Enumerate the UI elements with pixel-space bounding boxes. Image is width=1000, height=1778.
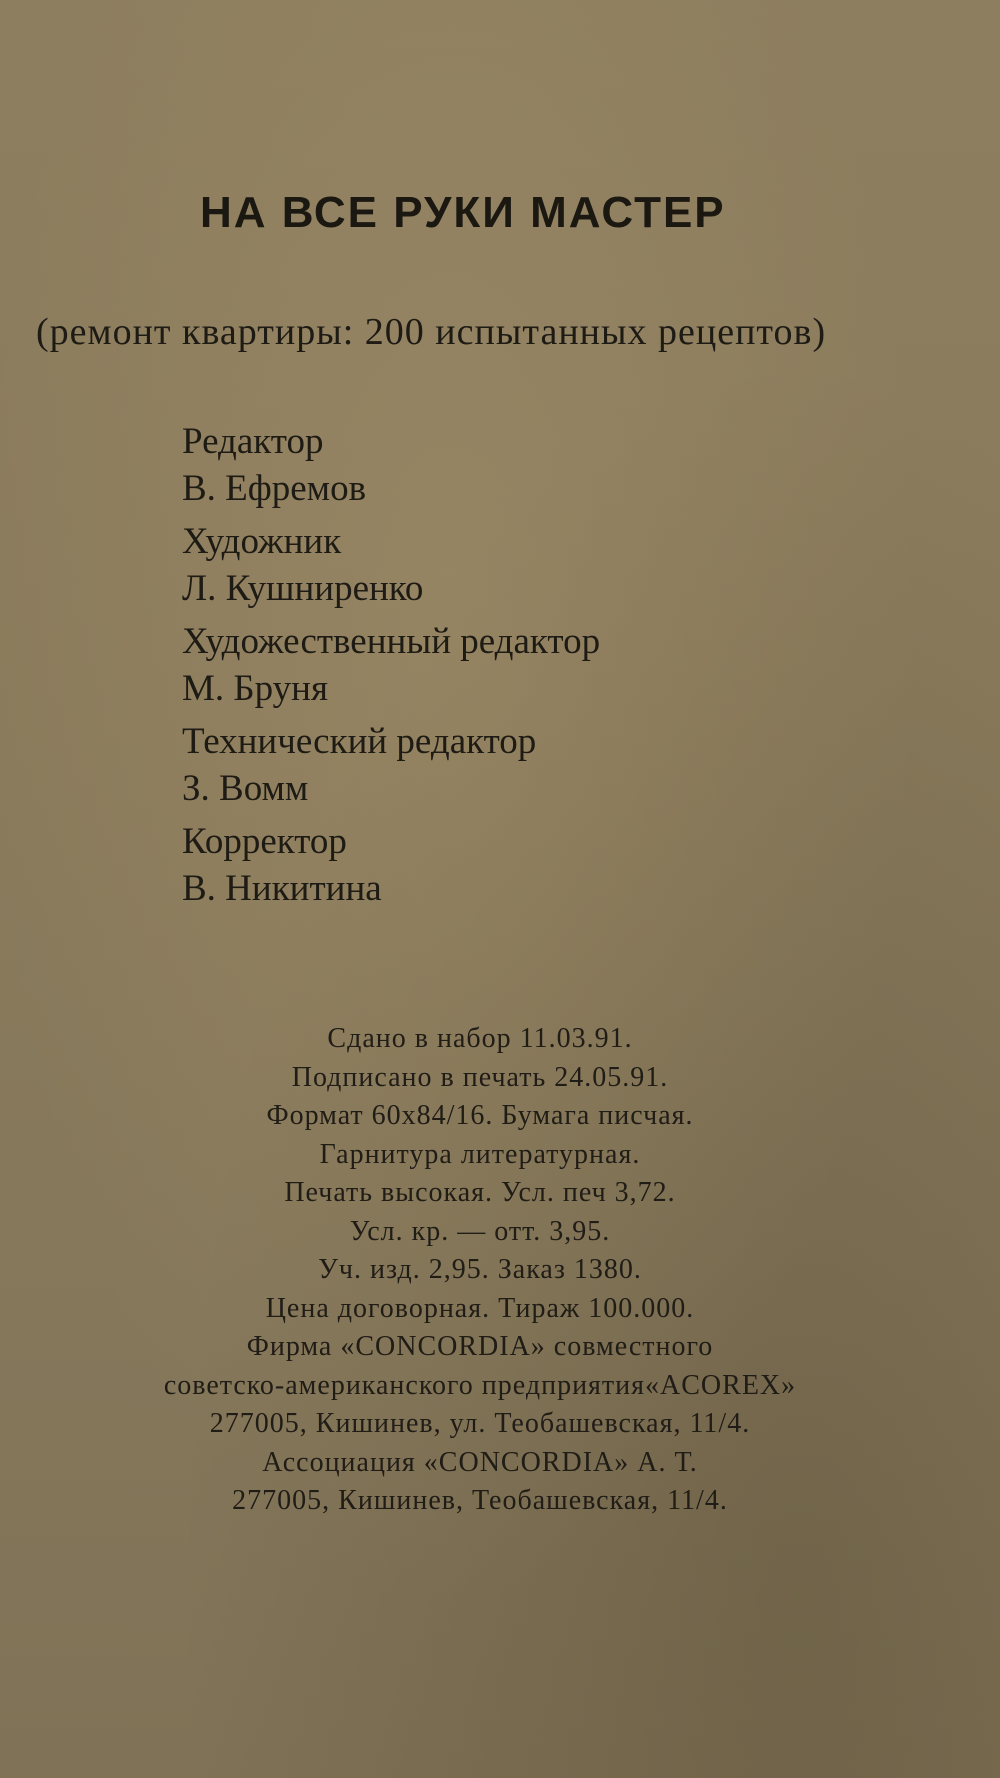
credit-role: Художественный редактор [182, 621, 601, 662]
imprint-line: Гарнитура литературная. [319, 1138, 641, 1170]
book-title: НА ВСЕ РУКИ МАСТЕР [200, 188, 726, 237]
imprint-line: Цена договорная. Тираж 100.000. [265, 1292, 695, 1324]
imprint-line: Фирма «CONCORDIA» совместного [246, 1331, 714, 1362]
credit-person: Л. Кушниренко [182, 568, 424, 609]
imprint-line: Уч. изд. 2,95. Заказ 1380. [318, 1254, 642, 1285]
imprint-line: 277005, Кишинев, Теобашевская, 11/4. [232, 1485, 728, 1516]
imprint-line: Сдано в набор 11.03.91. [327, 1023, 633, 1054]
credit-proofreader [182, 818, 600, 912]
credit-role: Корректор [182, 821, 347, 862]
imprint-line: советско-американского предприятия«ACOREX» [163, 1369, 797, 1401]
credit-person: В. Никитина [182, 868, 382, 909]
imprint-line: Подписано в печать 24.05.91. [291, 1061, 669, 1093]
credit-role: Художник [182, 521, 342, 562]
imprint-line: Усл. кр. — отт. 3,95. [349, 1215, 611, 1247]
book-subtitle: (ремонт квартиры: 200 испытанных рецептов) [36, 311, 827, 353]
credit-technical-editor [182, 718, 600, 812]
imprint-line: Ассоциация «CONCORDIA» А. Т. [262, 1446, 698, 1478]
credit-role: Технический редактор [182, 721, 537, 762]
credit-editor [182, 418, 600, 512]
credit-person: М. Бруня [182, 668, 328, 709]
imprint-line: Формат 60х84/16. Бумага писчая. [266, 1100, 694, 1131]
credit-person: З. Вомм [182, 768, 309, 809]
credit-person: В. Ефремов [182, 468, 367, 509]
credit-role: Редактор [182, 421, 324, 462]
credits-list [182, 418, 600, 918]
imprint-line: 277005, Кишинев, ул. Теобашевская, 11/4. [209, 1408, 751, 1439]
imprint-line: Печать высокая. Усл. печ 3,72. [284, 1177, 676, 1208]
publication-details [60, 1020, 900, 1521]
credit-art-editor [182, 618, 600, 712]
credit-artist [182, 518, 600, 612]
